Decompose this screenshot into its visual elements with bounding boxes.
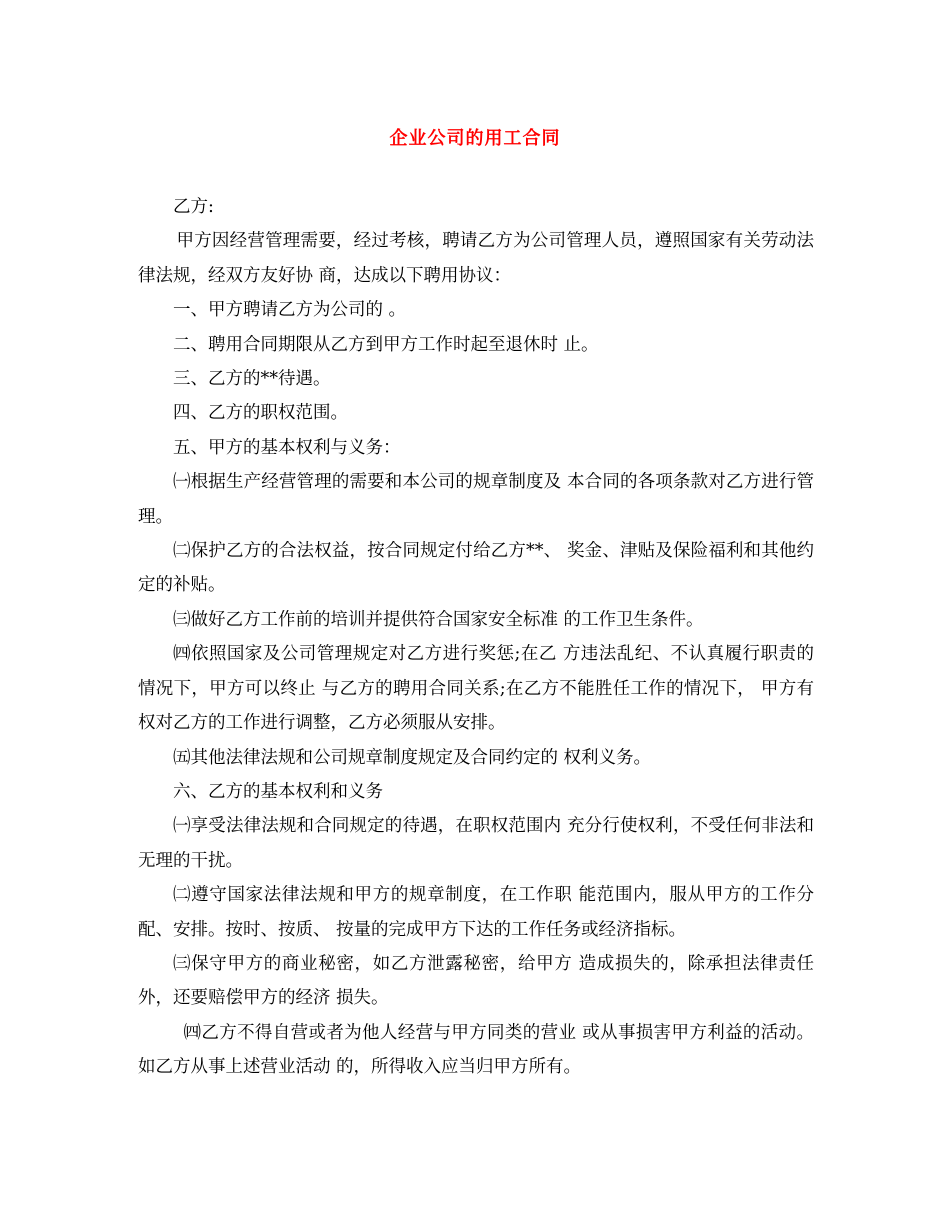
clause-5-item-4: ㈣依照国家及公司管理规定对乙方进行奖惩;在乙 方违法乱纪、不认真履行职责的情况下，甲方可以终止 与乙方的聘用合同关系;在乙方不能胜任工作的情况下， 甲方有权对乙方的工作进行调整，乙方必须服从安排。: [138, 644, 814, 734]
clause-1: 一、甲方聘请乙方为公司的 。: [173, 300, 407, 321]
clause-5-item-5: ㈤其他法律法规和公司规章制度规定及合同约定的 权利义务。: [173, 747, 652, 768]
clause-6-heading: 六、乙方的基本权利和义务: [173, 781, 383, 802]
clause-2: 二、聘用合同期限从乙方到甲方工作时起至退休时 止。: [173, 334, 599, 355]
clause-5-item-1: ㈠根据生产经营管理的需要和本公司的规章制度及 本合同的各项条款对乙方进行管理。: [138, 472, 814, 527]
document-body: [138, 190, 814, 1085]
clause-6-item-2: ㈡遵守国家法律法规和甲方的规章制度，在工作职 能范围内，服从甲方的工作分配、安排。按时、按质、 按量的完成甲方下达的工作任务或经济指标。: [138, 885, 814, 940]
clause-5-item-3: ㈢做好乙方工作前的培训并提供符合国家安全标准 的工作卫生条件。: [173, 609, 704, 630]
clause-6-item-1: ㈠享受法律法规和合同规定的待遇，在职权范围内 充分行使权利，不受任何非法和无理的干扰。: [138, 816, 814, 871]
clause-6-item-3: ㈢保守甲方的商业秘密，如乙方泄露秘密，给甲方 造成损失的，除承担法律责任外，还要赔偿甲方的经济 损失。: [138, 953, 814, 1009]
clause-3: 三、乙方的**待遇。: [173, 369, 331, 390]
clause-6-item-4: ㈣乙方不得自营或者为他人经营与甲方同类的营业 或从事损害甲方利益的活动。如乙方从事上述营业活动 的，所得收入应当归甲方所有。: [138, 1022, 814, 1078]
preamble-paragraph: 甲方因经营管理需要，经过考核，聘请乙方为公司管理人员，遵照国家有关劳动法律法规，经双方友好协 商，达成以下聘用协议：: [138, 231, 814, 286]
clause-5-item-2: ㈡保护乙方的合法权益，按合同规定付给乙方**、 奖金、津贴及保险福利和其他约定的补贴。: [138, 541, 814, 596]
clause-4: 四、乙方的职权范围。: [173, 403, 348, 424]
clause-5-heading: 五、甲方的基本权利与义务：: [173, 437, 401, 458]
document-title: 企业公司的用工合同: [389, 128, 561, 149]
party-b-label: 乙方:: [173, 197, 214, 217]
